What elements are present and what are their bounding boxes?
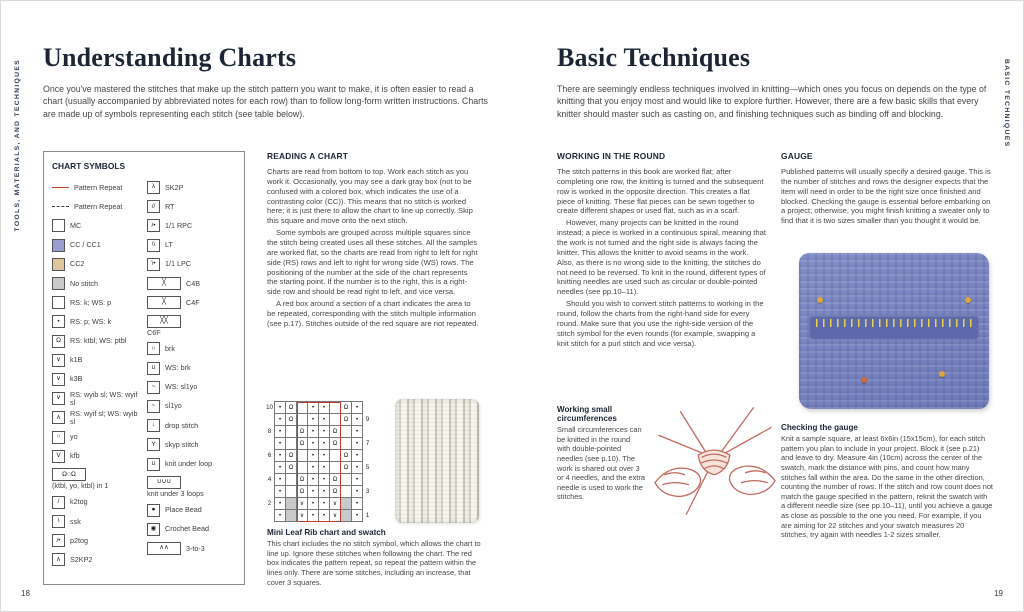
chart-cell: • (319, 474, 330, 486)
chart-cell: • (319, 498, 330, 510)
stitch-symbol-label: RS: ktbl; WS: ptbl (70, 336, 127, 346)
stitch-symbol-icon (52, 219, 65, 232)
stitch-symbol-label: knit under 3 loops (147, 489, 204, 499)
stitch-symbol-label: WS: sl1yo (165, 382, 198, 392)
stitch-symbol-icon: /• (52, 534, 65, 547)
stitch-symbol-icon: ● (147, 504, 160, 517)
chart-cell (297, 414, 308, 426)
chart-cell: Ω (286, 462, 297, 474)
stitch-symbol-icon: \\ (147, 239, 160, 252)
chart-cell: • (352, 426, 363, 438)
chart-cell: Ω (297, 474, 308, 486)
chart-cell: • (275, 402, 286, 414)
stitch-symbol-label: knit under loop (165, 459, 213, 468)
chart-left-row-numbers (265, 401, 274, 522)
stitch-symbol-label: (ktbl, yo, ktbl) in 1 (52, 481, 109, 491)
chart-caption-text: This chart includes the no stitch symbol, which allows the chart to line up. Ignore these stitches when following the chart. The red box indicates the pattern repeat, so repeat the pattern within the lines only. There are some stitches, including an increase, that cover 3 squares. (267, 539, 481, 587)
working-small-text: Small circumferences can be knitted in the round with double-pointed needles (see p.10). The work is shared out over 3 or 4 needles, and the extra needle is used to work the stitches. (557, 425, 645, 502)
chart-symbol-row (147, 312, 237, 339)
chart-cell: • (308, 426, 319, 438)
chart-cell: • (319, 402, 330, 414)
page-number-left: 18 (21, 589, 30, 598)
chart-symbol-row (52, 197, 142, 216)
chart-cell: • (352, 402, 363, 414)
chart-cell: • (308, 462, 319, 474)
chart-symbol-row (147, 435, 237, 454)
chart-cell: • (352, 474, 363, 486)
stitch-symbol-icon: /• (147, 219, 160, 232)
chart-symbol-row (52, 274, 142, 293)
chart-cell: • (275, 426, 286, 438)
working-in-the-round-title: WORKING IN THE ROUND (557, 151, 666, 161)
chart-cell: • (319, 486, 330, 498)
chart-symbol-row (52, 216, 142, 235)
stitch-symbol-icon (52, 258, 65, 271)
chart-cell (330, 462, 341, 474)
stitch-symbol-label: Crochet Bead (165, 524, 209, 534)
chart-symbol-row (147, 454, 237, 473)
stitch-symbol-label: skyp stitch (165, 439, 199, 449)
stitch-symbol-label: RT (165, 201, 175, 211)
hands-knitting-illustration (651, 397, 779, 525)
chart-symbol-row (147, 274, 237, 293)
chart-cell (297, 450, 308, 462)
chart-symbols-box (43, 151, 245, 585)
stitch-symbol-label: CC / CC1 (70, 240, 101, 250)
chart-row-number: 10 (265, 403, 274, 411)
gauge-swatch-image (799, 253, 989, 409)
chart-symbol-row (52, 427, 142, 446)
reading-a-chart-title: READING A CHART (267, 151, 349, 161)
chart-symbol-row (52, 389, 142, 408)
left-page-intro: Once you've mastered the stitches that make up the stitch pattern you want to make, it is often easier to read a chart (usually accompanied by abbreviated notes for each row) than to follow long-form written instructions. Charts are made up of symbols representing each stitch (see table below). (43, 84, 488, 119)
reading-a-chart-body (267, 167, 479, 329)
chart-symbol-row (52, 178, 142, 197)
stitch-symbol-label: ssk (70, 516, 81, 526)
stitch-symbol-icon: Y (147, 438, 160, 451)
chart-symbol-row (147, 197, 237, 216)
stitch-symbol-icon (52, 239, 65, 252)
chart-cell: Ω (297, 426, 308, 438)
chart-symbol-row (52, 332, 142, 351)
stitch-symbol-label: drop stitch (165, 420, 199, 430)
chart-symbols-title: CHART SYMBOLS (52, 161, 126, 171)
checking-gauge-title: Checking the gauge (781, 423, 858, 432)
chart-cell (341, 510, 352, 522)
paragraph: Should you wish to convert stitch patterns to working in the round, follow the charts from the right-hand side for every round. Make sure that you use the right-side version of the stitch symbol for the even rounds (for example, swapping a knit stitch for a purl stitch and vice versa). (557, 299, 764, 348)
stitch-symbol-label: SK2P (165, 182, 184, 192)
chart-cell (330, 450, 341, 462)
stitch-symbol-icon (52, 181, 69, 194)
chart-cell: Ω (297, 438, 308, 450)
paragraph: Some symbols are grouped across multiple squares since the stitch being created uses all these stitches. All the samples are worked flat, so the charts are read from right to left for right side (RS) rows and left to right for wrong side (WS) rows. The positioning of the number at the side of the chart represents the starting point. If the number is to the right, this is a right-side row and should be read right to left, and vice versa. (267, 228, 478, 297)
stitch-symbol-icon: • (52, 315, 65, 328)
chart-cell (297, 462, 308, 474)
stitch-symbol-label: C6F (147, 327, 161, 337)
chart-cell: • (319, 510, 330, 522)
working-small-circumferences-caption (557, 405, 645, 502)
chart-cell: • (308, 402, 319, 414)
chart-cell: • (275, 510, 286, 522)
chart-symbol-row (52, 351, 142, 370)
stitch-symbol-icon: \• (147, 258, 160, 271)
chart-symbol-row (147, 397, 237, 416)
page-number-right: 19 (994, 589, 1003, 598)
stitch-symbol-label: Pattern Repeat (74, 182, 123, 192)
working-in-the-round-section (557, 151, 767, 350)
chart-cell: • (308, 510, 319, 522)
chart-symbol-row (52, 493, 142, 512)
stitch-symbol-label: Pattern Repeat (74, 201, 123, 211)
chart-cell: Ω (341, 462, 352, 474)
chart-row-number: 8 (267, 427, 272, 435)
stitch-symbol-label: p2tog (70, 535, 88, 545)
chart-cell: • (308, 450, 319, 462)
chart-cell: ∨ (297, 498, 308, 510)
chart-row-number (265, 485, 274, 497)
chart-row-number: 4 (267, 475, 272, 483)
chart-cell (286, 426, 297, 438)
chart-cell: • (352, 486, 363, 498)
chart-symbols-left-column (52, 178, 142, 570)
gauge-title: GAUGE (781, 151, 813, 161)
chart-symbol-row (147, 236, 237, 255)
stitch-symbol-icon: ∧ (52, 553, 65, 566)
chart-row-number (265, 509, 274, 521)
chart-cell: • (308, 498, 319, 510)
stitch-symbol-icon: ∪∪∪ (147, 476, 181, 489)
chart-row-number: 6 (267, 451, 272, 459)
chart-symbol-row (52, 408, 142, 427)
chart-cell (330, 414, 341, 426)
chart-row-number: 2 (267, 499, 272, 507)
chart-row-number (265, 413, 274, 425)
chart-cell (286, 474, 297, 486)
stitch-symbol-icon: ∪ (147, 458, 160, 471)
chart-symbols-columns (52, 178, 237, 570)
chart-row-number (363, 473, 372, 485)
right-page-title: Basic Techniques (557, 43, 751, 72)
chart-cell: • (275, 462, 286, 474)
chart-grid-wrap (274, 401, 363, 522)
chart-cell (297, 402, 308, 414)
stitch-symbol-icon: Ω○Ω (52, 468, 86, 481)
chart-cell: Ω (330, 474, 341, 486)
chart-cell: • (352, 450, 363, 462)
stitch-symbol-icon: ∪ (147, 362, 160, 375)
pin-icon (817, 297, 823, 303)
stitch-symbol-icon: ∨ (52, 392, 65, 405)
stitch-symbol-label: 3-to-3 (186, 543, 205, 553)
hands-knitting-drawing (651, 397, 779, 522)
chart-symbol-row (147, 359, 237, 378)
chart-cell: Ω (341, 450, 352, 462)
chart-cell: Ω (330, 426, 341, 438)
chart-symbol-row (147, 539, 237, 558)
stitch-symbol-icon: ↓ (147, 419, 160, 432)
stitch-symbol-label: 1/1 RPC (165, 220, 193, 230)
stitch-symbol-icon: ∨ (52, 354, 65, 367)
stitch-symbol-icon: Ω (52, 335, 65, 348)
paragraph: The stitch patterns in this book are worked flat; after completing one row, the knitting is turned and the subsequent row is worked in the opposite direction. This creates a flat piece of knitting. These flat pieces can be sewn together to create different shapes or used flat, such as in a scarf. (557, 167, 764, 216)
stitch-symbol-label: k3B (70, 374, 83, 384)
chart-cell: • (308, 486, 319, 498)
chart-cell: • (352, 498, 363, 510)
chart-symbol-row (147, 501, 237, 520)
stitch-symbol-icon: ~ (147, 400, 160, 413)
gauge-text: Published patterns will usually specify a desired gauge. This is the number of stitches and rows the designer expects that the item will need in order to be the right size once finished and blocked. Checking the gauge is essential before embarking on a project; otherwise, you might finish knitting a sweater only to find that it is two sizes smaller than you thought it would be. (781, 167, 991, 226)
left-page-title: Understanding Charts (43, 43, 297, 72)
chart-cell: • (352, 438, 363, 450)
chart-cell (341, 474, 352, 486)
chart-cell: • (308, 414, 319, 426)
stitch-symbol-icon: ∧ (52, 411, 65, 424)
chart-cell: • (275, 438, 286, 450)
paragraph: Charts are read from bottom to top. Work each stitch as you work it. Occasionally, you may see a dark gray box (not to be confused with a colored box, which indicates the use of a contrasting color (CC)). This means that no stitch is worked here; it is just there to allow the chart to line up correctly. Skip this square and move onto the next stitch. (267, 167, 473, 226)
chart-symbol-row (52, 550, 142, 569)
chart-cell: • (319, 462, 330, 474)
chart-cell: Ω (286, 450, 297, 462)
chart-cell: • (319, 414, 330, 426)
chart-cell: Ω (286, 414, 297, 426)
chart-symbol-row (147, 216, 237, 235)
chart-cell: ∨ (330, 510, 341, 522)
chart-cell: • (275, 498, 286, 510)
chart-cell (341, 438, 352, 450)
stitch-symbol-label: S2KP2 (70, 554, 93, 564)
stitch-symbol-label: sl1yo (165, 401, 182, 411)
chart-row-number (363, 497, 372, 509)
stitch-symbol-icon: ╳╳ (147, 315, 181, 328)
chart-cell (341, 486, 352, 498)
chart-symbol-row (147, 339, 237, 358)
chart-cell: • (308, 474, 319, 486)
stitch-symbol-label: brk (165, 343, 175, 353)
chart-caption (267, 528, 481, 587)
stitch-symbol-icon: V (52, 450, 65, 463)
stitch-symbol-label: RS: p; WS: k (70, 316, 112, 326)
chart-symbol-row (52, 466, 142, 493)
chart-row-number: 9 (365, 415, 370, 423)
chart-row-number: 7 (365, 439, 370, 447)
chart-cell: Ω (297, 486, 308, 498)
chart-symbol-row (52, 255, 142, 274)
reading-a-chart-section (267, 151, 479, 331)
chart-row-number (265, 461, 274, 473)
chart-symbol-row (52, 293, 142, 312)
chart-symbol-row (52, 312, 142, 331)
chart-symbol-row (147, 378, 237, 397)
chart-cell: Ω (341, 414, 352, 426)
stitch-symbol-label: RS: wyif sl; WS: wyib sl (70, 408, 138, 426)
chart-cell (286, 498, 297, 510)
chart-symbol-row (147, 255, 237, 274)
gauge-ruler (809, 315, 979, 339)
checking-the-gauge-caption (781, 423, 993, 540)
chart-row-number (265, 437, 274, 449)
stitch-symbol-label: k1B (70, 355, 83, 365)
stitch-symbol-label: RS: k; WS: p (70, 297, 112, 307)
stitch-symbol-icon: ∩ (147, 342, 160, 355)
chart-cell (286, 510, 297, 522)
chart-symbol-row (52, 236, 142, 255)
chart-cell: Ω (330, 486, 341, 498)
stitch-symbol-icon: ∨ (52, 373, 65, 386)
stitch-symbol-label: k2tog (70, 497, 88, 507)
chart-cell: Ω (286, 402, 297, 414)
right-page-intro: There are seemingly endless techniques involved in knitting—which ones you focus on depends on the type of knitting that you enjoy most and would like to explore further. However, there are a few basic skills that every knitter should master such as casting on, and finishing techniques such as binding off and blocking. (557, 84, 987, 119)
chart-cell: Ω (330, 438, 341, 450)
stitch-symbol-label: LT (165, 240, 173, 250)
rib-swatch-image (395, 399, 479, 523)
stitch-symbol-icon: λ (147, 181, 160, 194)
chart-cell: • (319, 438, 330, 450)
stitch-symbol-icon: / (52, 496, 65, 509)
chart-cell: • (308, 438, 319, 450)
pin-icon (861, 377, 867, 383)
chart-symbol-row (147, 474, 237, 501)
chart-symbol-row (147, 416, 237, 435)
chart-cell: Ω (341, 402, 352, 414)
chart-symbol-row (52, 447, 142, 466)
right-edge-label: BASIC TECHNIQUES (1003, 59, 1010, 148)
chart-right-row-numbers (363, 401, 372, 522)
chart-cell (286, 438, 297, 450)
pin-icon (965, 297, 971, 303)
left-edge-label: TOOLS, MATERIALS, AND TECHNIQUES (14, 59, 21, 232)
stitch-symbol-icon: \ (52, 515, 65, 528)
chart-cell (286, 486, 297, 498)
chart-cell (330, 402, 341, 414)
chart-symbol-row (52, 370, 142, 389)
chart-cell: • (319, 450, 330, 462)
chart-cell: • (352, 414, 363, 426)
chart-row-number: 5 (365, 463, 370, 471)
chart-symbol-row (147, 520, 237, 539)
chart-symbols-right-column (147, 178, 237, 570)
stitch-symbol-icon: ○ (52, 431, 65, 444)
chart-cell: • (352, 510, 363, 522)
chart-row-number (363, 449, 372, 461)
chart-symbol-row (52, 512, 142, 531)
paragraph: A red box around a section of a chart indicates the area to be repeated, corresponding with the stitch multiple information (see p.17). Stitches outside of the red square are not repeated. (267, 299, 479, 328)
stitch-symbol-icon (52, 200, 69, 213)
stitch-symbol-label: 1/1 LPC (165, 259, 191, 269)
gauge-section (781, 151, 993, 226)
chart-cell: • (275, 474, 286, 486)
stitch-symbol-icon (52, 296, 65, 309)
checking-gauge-text: Knit a sample square, at least 6x6in (15x15cm), for each stitch pattern you plan to include in your project. Block it (see p.21) and leave to dry. Measure 4in (10cm) across the center of the swatch, mark the distance with pins, and count how many stitches fall within the area. Do the same in the other direction, counting the number of rows. If the stitch and row count does not match the gauge specified in the pattern, reknit the swatch with a different needle size (see pp.10–11), until you achieve a gauge as close as possible to the one you need. For example, if you are aiming for 22 stitches and your swatch measures 20 stitches, try again with needles 1-2 sizes smaller. (781, 434, 993, 540)
stitch-symbol-icon: // (147, 200, 160, 213)
chart-cell: ∨ (330, 498, 341, 510)
pin-icon (939, 371, 945, 377)
chart-cell: • (275, 450, 286, 462)
working-in-the-round-body (557, 167, 767, 348)
working-small-title: Working small circumferences (557, 405, 617, 423)
chart-row-number (363, 425, 372, 437)
stitch-symbol-label: C4F (186, 297, 200, 307)
stitch-symbol-icon: ∧∧ (147, 542, 181, 555)
stitch-symbol-icon: ╳ (147, 296, 181, 309)
knit-chart-grid (275, 402, 363, 522)
chart-cell: • (319, 426, 330, 438)
chart-caption-title: Mini Leaf Rib chart and swatch (267, 528, 386, 537)
stitch-symbol-label: CC2 (70, 259, 85, 269)
chart-symbol-row (52, 531, 142, 550)
chart-symbol-row (147, 178, 237, 197)
chart-cell (341, 426, 352, 438)
stitch-symbol-icon (52, 277, 65, 290)
stitch-symbol-label: C4B (186, 278, 200, 288)
stitch-symbol-icon: ~ (147, 381, 160, 394)
chart-row-number: 1 (365, 511, 370, 519)
chart-cell: • (352, 462, 363, 474)
stitch-symbol-label: Place Bead (165, 505, 202, 515)
stitch-symbol-label: kfb (70, 451, 80, 461)
stitch-symbol-label: WS: brk (165, 363, 191, 373)
chart-cell (341, 498, 352, 510)
chart-cell: • (275, 414, 286, 426)
chart-cell: ∨ (297, 510, 308, 522)
chart-row-number (363, 401, 372, 413)
chart-symbol-row (147, 293, 237, 312)
stitch-symbol-label: No stitch (70, 278, 98, 288)
stitch-symbol-label: RS: wyib sl; WS: wyif sl (70, 389, 138, 407)
chart-cell: • (275, 486, 286, 498)
stitch-symbol-label: yo (70, 432, 78, 441)
knit-chart-figure (265, 401, 372, 522)
stitch-symbol-label: MC (70, 220, 82, 230)
stitch-symbol-icon: ╳ (147, 277, 181, 290)
stitch-symbol-icon: ◉ (147, 523, 160, 536)
paragraph: However, many projects can be knitted in the round instead; a piece is worked in a continuous spiral, meaning that the work is not turned and the right side is always facing the knitter. This allows the knitter to avoid seams in the work. Also, as there is no wrong side to the knitting, the stitches do not need to be reversed. To knit in the round, different types of knitting needles are used such as circular or double-pointed needles (see pp.10–11). (557, 218, 766, 297)
chart-row-number: 3 (365, 487, 370, 495)
